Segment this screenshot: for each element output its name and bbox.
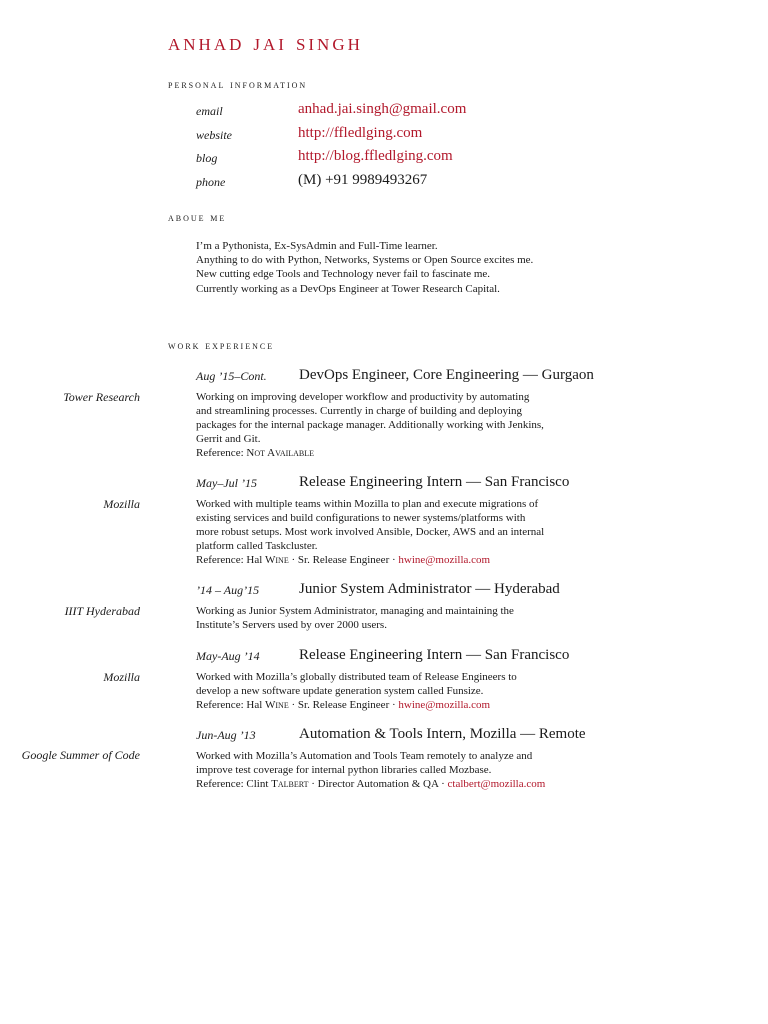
job-description (196, 604, 606, 632)
reference-line (196, 446, 606, 460)
description-line: Institute’s Servers used by over 2000 users. (196, 619, 387, 631)
reference-email-link[interactable]: hwine@mozilla.com (398, 554, 491, 566)
job-title: Junior System Administrator — Hyderabad (299, 581, 560, 597)
section-title-about: aboue me (168, 212, 227, 224)
description-line: platform called Taskcluster. (196, 540, 318, 552)
reference-role: · Director Automation & QA · (308, 778, 448, 790)
job-title: Release Engineering Intern — San Francisco (299, 474, 570, 490)
description-line: Working on improving developer workflow and productivity by automating (196, 391, 530, 403)
info-row-website (196, 125, 626, 145)
reference-line (196, 553, 606, 567)
job-description (196, 497, 606, 567)
reference-name: Wine (265, 554, 289, 566)
reference-name: Not Available (246, 447, 315, 459)
job-title: Automation & Tools Intern, Mozilla — Remote (299, 726, 586, 742)
description-line: Worked with Mozilla’s globally distributed team of Release Engineers to (196, 671, 517, 683)
description-line: packages for the internal package manager. Additionally working with Jenkins, (196, 419, 544, 431)
about-line: Anything to do with Python, Networks, Systems or Open Source excites me. (196, 254, 534, 266)
reference-email-link[interactable]: hwine@mozilla.com (398, 699, 491, 711)
reference-name: Wine (265, 699, 289, 711)
reference-line (196, 698, 606, 712)
reference-prefix: Reference: (196, 447, 247, 459)
job-date: Jun-Aug ’13 (196, 728, 256, 742)
phone-label: phone (196, 175, 226, 189)
description-line: Working as Junior System Administrator, managing and maintaining the (196, 605, 514, 617)
email-label: email (196, 104, 223, 118)
job-title: DevOps Engineer, Core Engineering — Gurgaon (299, 367, 594, 383)
job-description (196, 390, 606, 460)
reference-prefix: Reference: Hal (196, 699, 266, 711)
job-company: Mozilla (103, 497, 140, 511)
description-line: Gerrit and Git. (196, 433, 261, 445)
description-line: existing services and build configurations to newer systems/platforms with (196, 512, 526, 524)
reference-line (196, 777, 606, 791)
reference-role: · Sr. Release Engineer · (288, 699, 399, 711)
blog-label: blog (196, 151, 218, 165)
section-title-personal: personal information (168, 79, 308, 91)
job-company: IIIT Hyderabad (64, 604, 140, 618)
job-company: Tower Research (63, 390, 140, 404)
description-line: develop a new software update generation system called Funsize. (196, 685, 484, 697)
email-link[interactable]: anhad.jai.singh@gmail.com (298, 101, 467, 117)
about-line: I’m a Pythonista, Ex-SysAdmin and Full-Time learner. (196, 240, 438, 252)
job-date: May–Jul ’15 (196, 476, 257, 490)
candidate-name: anhad jai singh (168, 30, 363, 56)
description-line: Worked with Mozilla’s Automation and Tools Team remotely to analyze and (196, 750, 533, 762)
blog-link[interactable]: http://blog.ffledlging.com (298, 148, 453, 164)
job-company: Google Summer of Code (21, 748, 140, 762)
job-date: ’14 – Aug’15 (196, 583, 260, 597)
job-date: May-Aug ’14 (196, 649, 260, 663)
reference-email-link[interactable]: ctalbert@mozilla.com (447, 778, 546, 790)
reference-name: Talbert (271, 778, 309, 790)
job-date: Aug ’15–Cont. (196, 369, 267, 383)
about-line: New cutting edge Tools and Technology never fail to fascinate me. (196, 268, 491, 280)
reference-role: · Sr. Release Engineer · (288, 554, 399, 566)
info-row-blog (196, 148, 626, 168)
website-label: website (196, 128, 232, 142)
phone-value: (M) +91 9989493267 (298, 172, 428, 188)
job-title: Release Engineering Intern — San Francisco (299, 647, 570, 663)
section-title-work: work experience (168, 340, 275, 352)
reference-prefix: Reference: Hal (196, 554, 266, 566)
info-row-phone (196, 172, 626, 192)
description-line: and streamlining processes. Currently in charge of building and deploying (196, 405, 523, 417)
job-description (196, 749, 606, 791)
description-line: more robust setups. Most work involved Ansible, Docker, AWS and an internal (196, 526, 545, 538)
description-line: improve test coverage for internal python libraries called Mozbase. (196, 764, 492, 776)
reference-prefix: Reference: Clint (196, 778, 272, 790)
job-description (196, 670, 606, 712)
info-row-email (196, 101, 626, 121)
job-company: Mozilla (103, 670, 140, 684)
description-line: Worked with multiple teams within Mozilla to plan and execute migrations of (196, 498, 539, 510)
about-line: Currently working as a DevOps Engineer at Tower Research Capital. (196, 283, 500, 295)
website-link[interactable]: http://ffledlging.com (298, 125, 423, 141)
